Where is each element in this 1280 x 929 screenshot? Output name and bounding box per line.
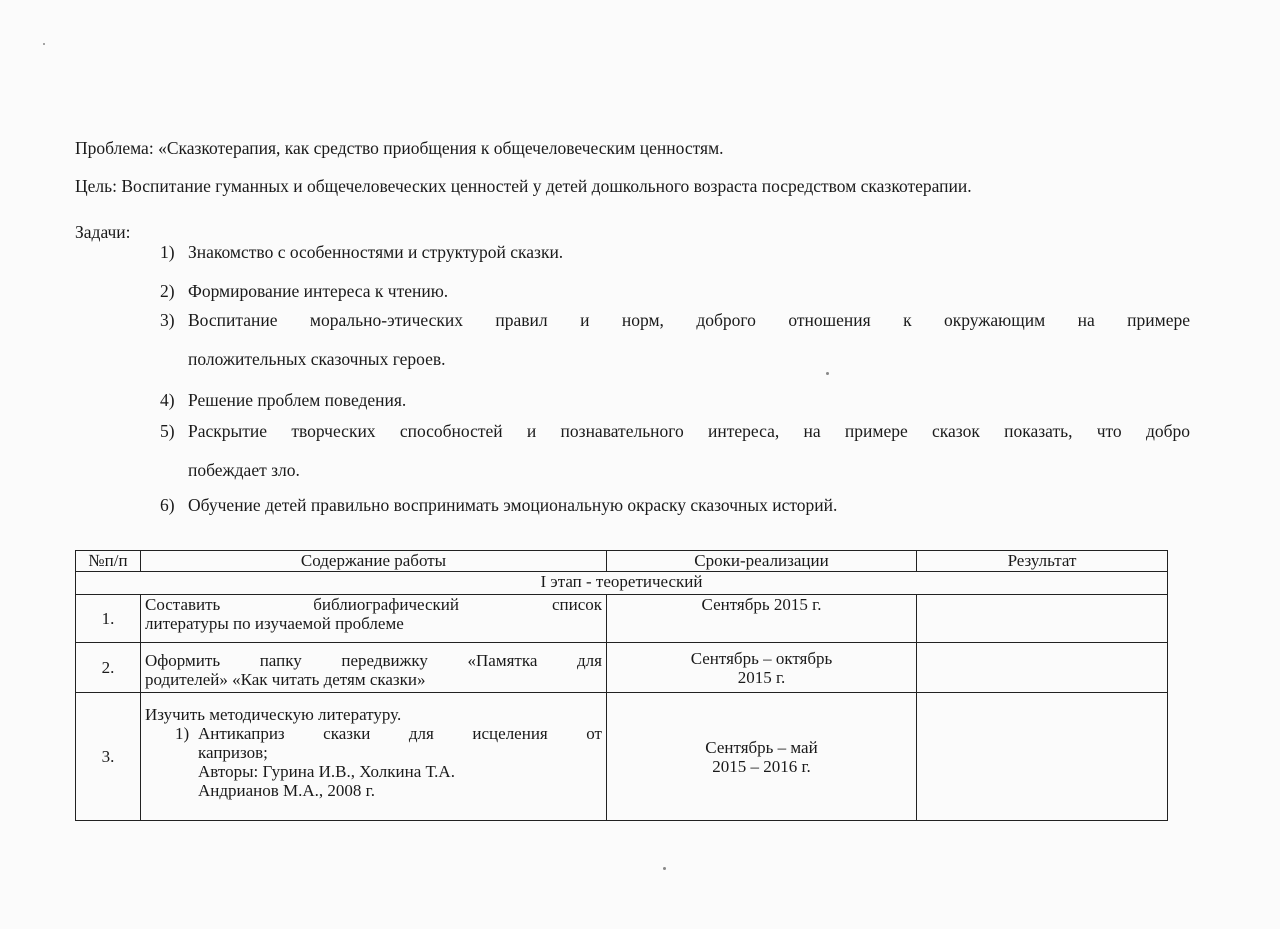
table-row: [76, 595, 1168, 643]
header-result: Результат: [917, 551, 1168, 572]
problem-statement: Проблема: «Сказкотерапия, как средство приобщения к общечеловеческим ценностям.: [75, 138, 724, 158]
task-number: 2): [160, 281, 175, 301]
row-term: [607, 693, 917, 821]
stage-row: [76, 572, 1168, 595]
row-content: [141, 595, 607, 643]
sub-list-number: 1): [175, 724, 190, 743]
row-number: 3.: [76, 693, 141, 821]
header-term: Сроки-реализации: [607, 551, 917, 572]
table-header-row: [76, 551, 1168, 572]
task-number: 6): [160, 495, 175, 515]
content-line: Оформить папку передвижку «Памятка для: [145, 651, 602, 670]
sub-list-line: Авторы: Гурина И.В., Холкина Т.А.: [198, 762, 455, 781]
tasks-label: Задачи:: [75, 222, 131, 242]
task-text: Воспитание морально-этических правил и норм, доброго отношения к окружающим на примере: [188, 310, 1190, 330]
sub-list-item: [145, 724, 602, 800]
content-line: родителей» «Как читать детям сказки»: [145, 670, 426, 689]
row-result: [917, 693, 1168, 821]
scan-speck: [663, 867, 666, 870]
row-number: 1.: [76, 595, 141, 643]
term-line: Сентябрь 2015 г.: [701, 595, 822, 614]
task-text-continued: положительных сказочных героев.: [188, 349, 446, 369]
row-result: [917, 595, 1168, 643]
content-line: литературы по изучаемой проблеме: [145, 614, 404, 633]
row-content: [141, 693, 607, 821]
task-number: 3): [160, 310, 175, 330]
sub-list-line: капризов;: [198, 743, 268, 762]
task-text: Формирование интереса к чтению.: [188, 281, 449, 301]
term-line: 2015 – 2016 г.: [712, 756, 811, 776]
work-plan-table: [75, 550, 1168, 821]
header-number: №п/п: [76, 551, 141, 572]
content-line: Изучить методическую литературу.: [145, 705, 402, 724]
row-result: [917, 643, 1168, 693]
task-number: 4): [160, 390, 175, 410]
scan-speck: [43, 43, 45, 45]
sub-list-line: Антикаприз сказки для исцеления от: [198, 724, 602, 743]
row-number: 2.: [76, 643, 141, 693]
scan-speck: [826, 372, 829, 375]
task-text: Обучение детей правильно воспринимать эмоциональную окраску сказочных историй.: [188, 495, 838, 515]
task-text: Раскрытие творческих способностей и познавательного интереса, на примере сказок показать, что добро: [188, 421, 1190, 441]
task-text: Решение проблем поведения.: [188, 390, 407, 410]
content-line: Составить библиографический список: [145, 595, 602, 614]
table-row: [76, 693, 1168, 821]
term-line: Сентябрь – октябрь: [690, 649, 833, 668]
row-term: [607, 643, 917, 693]
table-row: [76, 643, 1168, 693]
task-number: 1): [160, 242, 175, 262]
task-text: Знакомство с особенностями и структурой сказки.: [188, 242, 564, 262]
term-line: 2015 г.: [737, 668, 786, 687]
header-content: Содержание работы: [141, 551, 607, 572]
task-text-continued: побеждает зло.: [188, 460, 300, 480]
sub-list-line: Андрианов М.А., 2008 г.: [198, 781, 375, 800]
term-line: Сентябрь – май: [705, 737, 818, 757]
stage-title: I этап - теоретический: [76, 572, 1168, 595]
row-content: [141, 643, 607, 693]
row-term: [607, 595, 917, 643]
goal-statement: Цель: Воспитание гуманных и общечеловеческих ценностей у детей дошкольного возраста посредством сказкотерапии.: [75, 176, 972, 196]
task-number: 5): [160, 421, 175, 441]
